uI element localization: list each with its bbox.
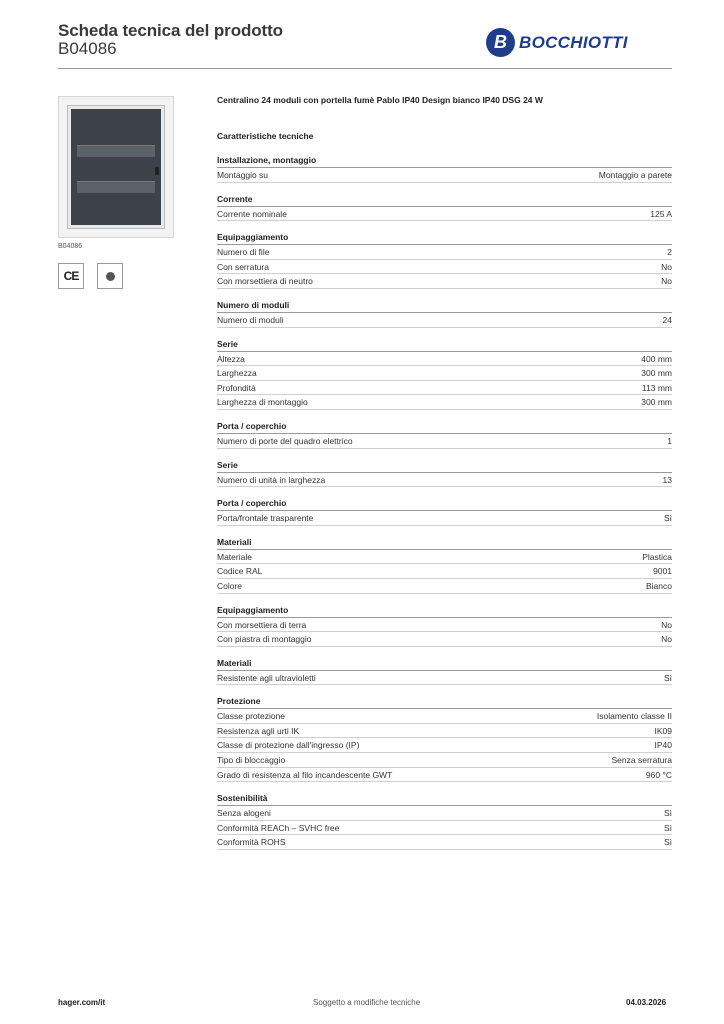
spec-label: Conformità ROHS [217,837,286,848]
spec-label: Montaggio su [217,170,269,180]
spec-row [217,434,672,449]
spec-section [217,230,672,289]
spec-row [217,313,672,328]
spec-label: Classe di protezione dall'ingresso (IP) [217,740,360,751]
spec-row [217,168,672,183]
spec-row [217,709,672,724]
spec-value: 2 [667,247,672,258]
spec-value: Bianco [646,580,672,591]
section-heading: Installazione, montaggio [217,153,672,168]
spec-label: Numero di porte del quadro elettrico [217,435,353,446]
brand-name: BOCCHIOTTI [519,32,628,52]
cabinet-illustration [68,106,164,228]
product-description: Centralino 24 moduli con portella fumè Pablo IP40 Design bianco IP40 DSG 24 W [217,95,543,105]
spec-sections [217,153,672,850]
spec-row [217,821,672,836]
product-code: B04086 [58,39,117,58]
spec-label: Con morsettiera di neutro [217,276,313,287]
section-heading: Sostenibilità [217,791,672,806]
spec-value: Sì [663,837,672,848]
spec-value: Plastica [642,551,672,562]
spec-value: 24 [662,314,672,325]
section-heading: Equipaggiamento [217,603,672,618]
spec-label: Numero di unità in larghezza [217,474,326,485]
spec-section [217,419,672,449]
spec-row [217,352,672,367]
spec-label: Materiale [217,551,252,562]
spec-value: IP40 [654,740,672,751]
spec-row [217,260,672,275]
ce-mark-icon: CE [58,263,84,289]
spec-row [217,738,672,753]
footer-site: hager.com/it [58,998,106,1007]
spec-label: Senza alogeni [217,808,271,819]
spec-label: Resistenza agli urti IK [217,725,300,736]
spec-label: Profondità [217,382,256,393]
spec-row [217,835,672,850]
spec-value: Sì [663,513,672,524]
spec-label: Codice RAL [217,566,263,577]
spec-label: Con piastra di montaggio [217,634,312,645]
section-heading: Serie [217,458,672,473]
spec-section [217,656,672,686]
section-heading: Materiali [217,656,672,671]
spec-row [217,366,672,381]
spec-row [217,671,672,686]
spec-label: Conformità REACh – SVHC free [217,822,340,833]
module-row [77,145,155,157]
spec-value: 400 mm [641,353,672,364]
door-handle [155,167,159,175]
certification-mark-icon [97,263,123,289]
footer-note: Soggetto a modifiche tecniche [313,998,421,1007]
product-image [58,96,174,238]
spec-value: Sì [663,822,672,833]
spec-value: 960 °C [645,769,672,780]
spec-section [217,603,672,647]
spec-value: IK09 [654,725,672,736]
spec-row [217,724,672,739]
spec-label: Numero di moduli [217,314,284,325]
spec-section [217,153,672,183]
spec-row [217,632,672,647]
image-caption: B04086 [58,243,83,250]
spec-label: Porta/frontale trasparente [217,513,314,524]
spec-value: 125 A [650,208,672,219]
footer-date: 04.03.2026 [626,998,667,1007]
brand-mark-icon: B [486,28,515,57]
section-heading: Materiali [217,535,672,550]
spec-value: 13 [662,474,672,485]
cert-symbol [106,272,115,281]
spec-value: 1 [667,435,672,446]
spec-label: Resistente agli ultravioletti [217,672,316,683]
spec-value: Montaggio a parete [598,170,672,180]
spec-value: No [661,261,672,272]
spec-label: Colore [217,580,243,591]
spec-section [217,458,672,488]
spec-row [217,473,672,488]
brand-logo [486,28,628,57]
spec-sheet [217,95,672,859]
spec-section [217,535,672,594]
spec-section [217,337,672,410]
spec-value: Isolamento classe II [596,711,672,722]
spec-row [217,768,672,783]
spec-value: 9001 [653,566,672,577]
page-title: Scheda tecnica del prodotto [58,21,283,40]
spec-label: Numero di file [217,247,270,258]
spec-value: Sì [663,808,672,819]
spec-value: No [661,276,672,287]
spec-label: Larghezza [217,368,257,379]
spec-value: No [661,619,672,630]
spec-label: Corrente nominale [217,208,287,219]
section-heading: Numero di moduli [217,298,672,313]
spec-row [217,274,672,289]
section-heading: Porta / coperchio [217,419,672,434]
spec-section [217,298,672,328]
spec-row [217,550,672,565]
spec-section [217,192,672,222]
specs-title: Caratteristiche tecniche [217,131,314,141]
spec-label: Classe protezione [217,711,286,722]
section-heading: Corrente [217,192,672,207]
spec-value: 300 mm [641,368,672,379]
spec-label: Grado di resistenza al filo incandescente GWT [217,769,393,780]
spec-row [217,395,672,410]
module-row [77,181,155,193]
spec-row [217,618,672,633]
section-heading: Protezione [217,694,672,709]
spec-value: Sì [663,672,672,683]
spec-section [217,496,672,526]
spec-section [217,791,672,850]
spec-value: 300 mm [641,397,672,408]
spec-row [217,806,672,821]
spec-row [217,245,672,260]
spec-value: 113 mm [641,382,672,393]
spec-label: Con morsettiera di terra [217,619,307,630]
spec-label: Larghezza di montaggio [217,397,308,408]
spec-row [217,579,672,594]
spec-label: Con serratura [217,261,269,272]
spec-value: Senza serratura [611,755,672,766]
section-heading: Equipaggiamento [217,230,672,245]
section-heading: Serie [217,337,672,352]
header-divider [58,68,672,69]
spec-row [217,207,672,222]
spec-label: Tipo di bloccaggio [217,755,286,766]
section-heading: Porta / coperchio [217,496,672,511]
spec-section [217,694,672,782]
spec-row [217,511,672,526]
spec-row [217,564,672,579]
spec-label: Altezza [217,353,245,364]
spec-value: No [661,634,672,645]
spec-row [217,381,672,396]
spec-row [217,753,672,768]
